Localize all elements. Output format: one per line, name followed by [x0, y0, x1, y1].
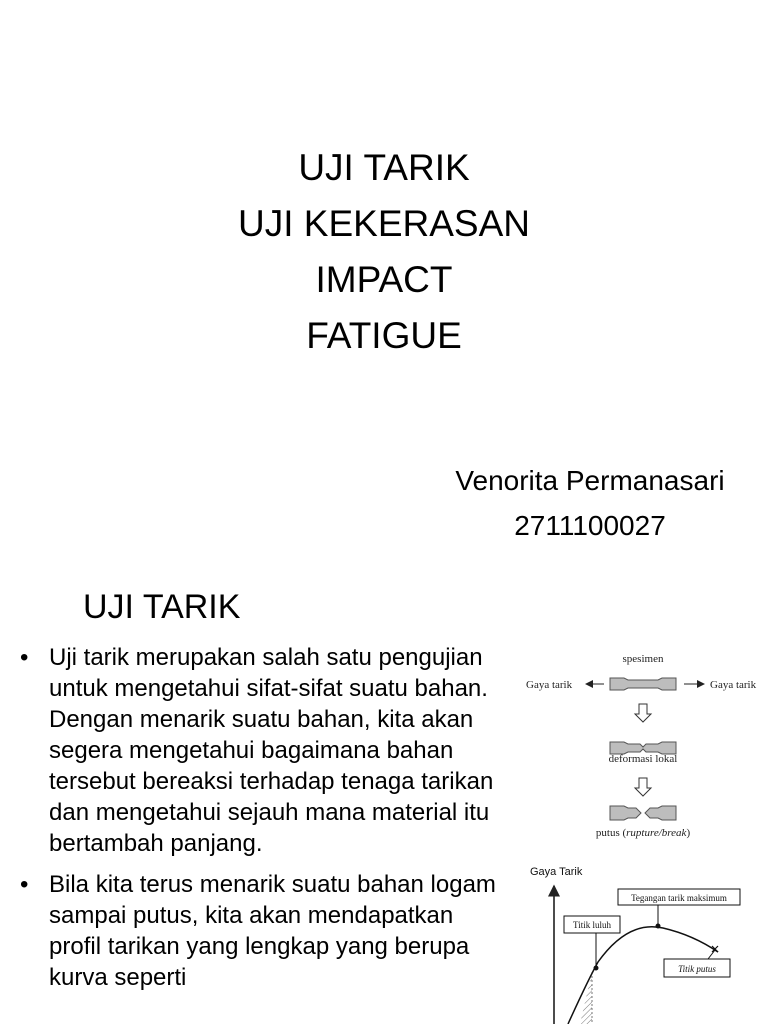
callout-break-text: Titik putus [678, 964, 716, 974]
bullet-list [20, 642, 500, 1003]
title-block [0, 140, 768, 364]
callout-break-leader [708, 950, 715, 959]
deformation-label: deformasi lokal [608, 753, 678, 765]
author-block [380, 458, 768, 548]
author-id: 2711100027 [514, 510, 666, 541]
content-slide-title: UJI TARIK [83, 588, 241, 626]
specimen-label: spesimen [622, 653, 664, 665]
hatched-region [580, 972, 592, 1024]
bullet-text: Uji tarik merupakan salah satu pengujian untuk mengetahui sifat-sifat suatu bahan. Dengan menarik suatu bahan, kita akan segera mengetahui bagaimana bahan tersebut bereaksi terhadap tenaga tarikan dan mengetahui sejauh mana material itu bertambah panjang. [49, 644, 494, 857]
title-line-2: UJI KEKERASAN [238, 203, 530, 244]
rupture-label-prefix: putus ( [595, 827, 627, 839]
force-right-label: Gaya tarik [710, 679, 757, 691]
bullet-symbol: • [20, 644, 29, 671]
bullet-text: Bila kita terus menarik suatu bahan logam sampai putus, kita akan mendapatkan profil tarikan yang lengkap yang berupa kurva seperti [49, 871, 496, 991]
rupture-label [596, 827, 691, 839]
author-name: Venorita Permanasari [455, 465, 725, 496]
bullet-item [20, 869, 500, 993]
rupture-label-suffix: ) [686, 827, 691, 839]
force-left-label: Gaya tarik [526, 679, 573, 691]
bullet-item [20, 642, 500, 859]
specimen-shape [610, 678, 676, 690]
title-line-3: IMPACT [315, 259, 453, 300]
rupture-label-italic: rupture/break [626, 827, 687, 839]
graph-axis-label: Gaya Tarik [530, 866, 583, 878]
down-arrow-icon [635, 704, 651, 722]
tensile-test-diagram [518, 640, 768, 1024]
broken-specimen-right [645, 806, 676, 820]
broken-specimen-left [610, 806, 641, 820]
down-arrow-icon [635, 778, 651, 796]
tensile-test-figure [518, 640, 768, 1024]
callout-yield-text: Titik luluh [573, 920, 611, 930]
title-line-1: UJI TARIK [298, 147, 470, 188]
callout-max-text: Tegangan tarik maksimum [631, 893, 727, 903]
title-line-4: FATIGUE [306, 315, 462, 356]
bullet-symbol: • [20, 871, 29, 898]
